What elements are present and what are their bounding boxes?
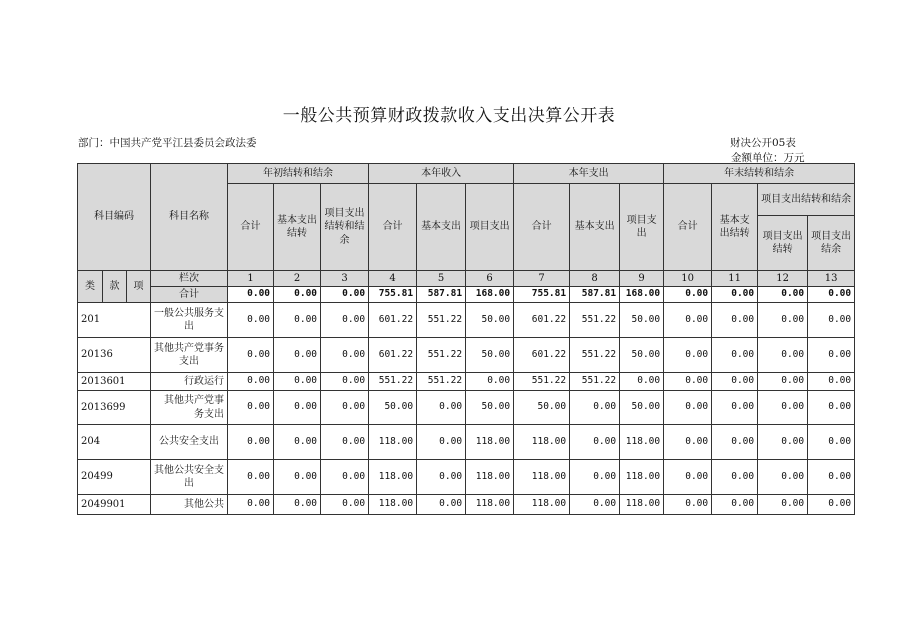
amount-cell: 0.00 xyxy=(664,495,712,515)
amount-cell: 0.00 xyxy=(228,303,274,338)
subject-code-cell: 2049901 xyxy=(78,495,151,515)
subject-code-cell: 2013601 xyxy=(78,373,151,391)
amount-cell: 0.00 xyxy=(228,338,274,373)
amount-cell: 0.00 xyxy=(808,338,855,373)
amount-cell: 551.22 xyxy=(514,373,570,391)
col-header-total: 合计 xyxy=(369,184,417,271)
amount-cell: 0.00 xyxy=(321,391,369,425)
col-header-project-carry-surplus: 项目支出结转和结余 xyxy=(321,184,369,271)
amount-cell: 0.00 xyxy=(274,338,321,373)
amount-cell: 0.00 xyxy=(228,460,274,495)
amount-cell: 551.22 xyxy=(417,373,466,391)
amount-cell: 0.00 xyxy=(321,460,369,495)
col-header-project: 项目支出 xyxy=(466,184,514,271)
column-number: 6 xyxy=(466,271,514,287)
total-cell: 755.81 xyxy=(369,287,417,303)
amount-cell: 0.00 xyxy=(620,373,664,391)
amount-cell: 118.00 xyxy=(620,460,664,495)
table-row xyxy=(78,303,855,338)
total-cell: 587.81 xyxy=(570,287,620,303)
amount-cell: 50.00 xyxy=(620,303,664,338)
amount-cell: 0.00 xyxy=(570,391,620,425)
total-cell: 0.00 xyxy=(228,287,274,303)
total-cell: 0.00 xyxy=(664,287,712,303)
column-number: 13 xyxy=(808,271,855,287)
amount-cell: 0.00 xyxy=(808,425,855,460)
total-cell: 755.81 xyxy=(514,287,570,303)
amount-cell: 0.00 xyxy=(321,338,369,373)
table-row xyxy=(78,495,855,515)
amount-cell: 601.22 xyxy=(369,303,417,338)
amount-cell: 50.00 xyxy=(466,338,514,373)
amount-cell: 0.00 xyxy=(808,303,855,338)
amount-cell: 601.22 xyxy=(369,338,417,373)
amount-cell: 118.00 xyxy=(369,495,417,515)
amount-cell: 551.22 xyxy=(369,373,417,391)
amount-cell: 0.00 xyxy=(228,425,274,460)
total-cell: 0.00 xyxy=(274,287,321,303)
total-label: 合计 xyxy=(151,287,228,303)
amount-cell: 118.00 xyxy=(466,495,514,515)
amount-cell: 50.00 xyxy=(514,391,570,425)
amount-cell: 0.00 xyxy=(274,425,321,460)
amount-cell: 118.00 xyxy=(466,425,514,460)
amount-cell: 551.22 xyxy=(417,338,466,373)
amount-cell: 601.22 xyxy=(514,303,570,338)
amount-cell: 0.00 xyxy=(712,425,758,460)
amount-cell: 0.00 xyxy=(712,373,758,391)
amount-cell: 0.00 xyxy=(808,460,855,495)
col-header-basic-carry: 基本支出结转 xyxy=(274,184,321,271)
column-number: 12 xyxy=(758,271,808,287)
column-number: 11 xyxy=(712,271,758,287)
subject-name-cell: 其他共产党事务支出 xyxy=(151,338,228,373)
column-number: 1 xyxy=(228,271,274,287)
amount-cell: 0.00 xyxy=(274,460,321,495)
amount-cell: 50.00 xyxy=(369,391,417,425)
amount-cell: 50.00 xyxy=(466,391,514,425)
col-header-total: 合计 xyxy=(514,184,570,271)
subject-name-cell: 公共安全支出 xyxy=(151,425,228,460)
col-header-project: 项目支出 xyxy=(620,184,664,271)
amount-cell: 118.00 xyxy=(369,460,417,495)
total-cell: 0.00 xyxy=(712,287,758,303)
amount-cell: 0.00 xyxy=(570,495,620,515)
amount-cell: 0.00 xyxy=(664,460,712,495)
amount-cell: 0.00 xyxy=(228,495,274,515)
column-number: 4 xyxy=(369,271,417,287)
table-row xyxy=(78,460,855,495)
amount-cell: 0.00 xyxy=(417,495,466,515)
amount-cell: 0.00 xyxy=(570,460,620,495)
total-cell: 168.00 xyxy=(466,287,514,303)
total-cell: 0.00 xyxy=(758,287,808,303)
total-cell: 0.00 xyxy=(321,287,369,303)
total-cell: 587.81 xyxy=(417,287,466,303)
amount-cell: 0.00 xyxy=(664,373,712,391)
amount-cell: 50.00 xyxy=(620,338,664,373)
amount-cell: 601.22 xyxy=(514,338,570,373)
subject-code-cell: 20499 xyxy=(78,460,151,495)
amount-cell: 0.00 xyxy=(417,460,466,495)
amount-cell: 0.00 xyxy=(758,495,808,515)
amount-cell: 0.00 xyxy=(321,495,369,515)
amount-cell: 0.00 xyxy=(274,495,321,515)
amount-unit: 金额单位：万元 xyxy=(731,152,805,164)
subject-name-cell: 一般公共服务支出 xyxy=(151,303,228,338)
amount-cell: 118.00 xyxy=(514,460,570,495)
subject-code-cell: 204 xyxy=(78,425,151,460)
amount-cell: 118.00 xyxy=(514,425,570,460)
column-number: 2 xyxy=(274,271,321,287)
subject-name-header: 科目名称 xyxy=(151,164,228,271)
col-header-project-carry: 项目支出结转 xyxy=(758,216,808,271)
table-row xyxy=(78,338,855,373)
amount-cell: 118.00 xyxy=(369,425,417,460)
amount-cell: 0.00 xyxy=(712,338,758,373)
amount-cell: 50.00 xyxy=(466,303,514,338)
column-number: 3 xyxy=(321,271,369,287)
xiang-label: 项 xyxy=(127,271,151,303)
subject-code-cell: 20136 xyxy=(78,338,151,373)
group-income-header: 本年收入 xyxy=(369,164,514,184)
table-row xyxy=(78,425,855,460)
column-number: 8 xyxy=(570,271,620,287)
form-number: 财决公开05表 xyxy=(730,137,796,149)
amount-cell: 0.00 xyxy=(417,391,466,425)
amount-cell: 0.00 xyxy=(808,391,855,425)
amount-cell: 551.22 xyxy=(417,303,466,338)
amount-cell: 0.00 xyxy=(758,338,808,373)
group-expense-header: 本年支出 xyxy=(514,164,664,184)
subject-name-cell: 其他共产党事务支出 xyxy=(151,391,228,425)
budget-table xyxy=(77,163,855,515)
col-header-basic: 基本支出 xyxy=(417,184,466,271)
amount-cell: 0.00 xyxy=(664,303,712,338)
amount-cell: 0.00 xyxy=(228,391,274,425)
amount-cell: 0.00 xyxy=(758,425,808,460)
amount-cell: 0.00 xyxy=(758,303,808,338)
column-number: 10 xyxy=(664,271,712,287)
amount-cell: 0.00 xyxy=(274,303,321,338)
group-end-project-header: 项目支出结转和结余 xyxy=(758,184,855,216)
column-index-row xyxy=(78,271,855,287)
amount-cell: 118.00 xyxy=(514,495,570,515)
col-header-basic-carry: 基本支出结转 xyxy=(712,184,758,271)
amount-cell: 0.00 xyxy=(712,460,758,495)
header-row-1 xyxy=(78,164,855,184)
amount-cell: 118.00 xyxy=(620,425,664,460)
col-header-total: 合计 xyxy=(664,184,712,271)
lei-label: 类 xyxy=(78,271,103,303)
report-title: 一般公共预算财政拨款收入支出决算公开表 xyxy=(282,106,616,126)
total-row xyxy=(78,287,855,303)
amount-cell: 0.00 xyxy=(808,373,855,391)
amount-cell: 0.00 xyxy=(417,425,466,460)
amount-cell: 551.22 xyxy=(570,303,620,338)
total-cell: 0.00 xyxy=(808,287,855,303)
amount-cell: 0.00 xyxy=(758,460,808,495)
col-header-basic: 基本支出 xyxy=(570,184,620,271)
amount-cell: 0.00 xyxy=(228,373,274,391)
amount-cell: 0.00 xyxy=(664,338,712,373)
amount-cell: 551.22 xyxy=(570,373,620,391)
amount-cell: 0.00 xyxy=(712,303,758,338)
amount-cell: 0.00 xyxy=(664,425,712,460)
column-number: 5 xyxy=(417,271,466,287)
amount-cell: 0.00 xyxy=(808,495,855,515)
col-header-project-surplus: 项目支出结余 xyxy=(808,216,855,271)
amount-cell: 0.00 xyxy=(274,373,321,391)
table-row xyxy=(78,373,855,391)
amount-cell: 0.00 xyxy=(712,391,758,425)
amount-cell: 118.00 xyxy=(466,460,514,495)
subject-name-cell: 行政运行 xyxy=(151,373,228,391)
column-index-label: 栏次 xyxy=(151,271,228,287)
amount-cell: 0.00 xyxy=(321,373,369,391)
amount-cell: 0.00 xyxy=(466,373,514,391)
amount-cell: 0.00 xyxy=(274,391,321,425)
amount-cell: 0.00 xyxy=(712,495,758,515)
amount-cell: 0.00 xyxy=(321,303,369,338)
amount-cell: 118.00 xyxy=(620,495,664,515)
table-row xyxy=(78,391,855,425)
subject-name-cell: 其他公共安全支出 xyxy=(151,460,228,495)
column-number: 9 xyxy=(620,271,664,287)
amount-cell: 50.00 xyxy=(620,391,664,425)
department-label: 部门：中国共产党平江县委员会政法委 xyxy=(78,137,257,149)
amount-cell: 0.00 xyxy=(570,425,620,460)
amount-cell: 0.00 xyxy=(758,373,808,391)
amount-cell: 0.00 xyxy=(321,425,369,460)
amount-cell: 0.00 xyxy=(758,391,808,425)
column-number: 7 xyxy=(514,271,570,287)
subject-code-cell: 2013699 xyxy=(78,391,151,425)
subject-code-cell: 201 xyxy=(78,303,151,338)
group-begin-header: 年初结转和结余 xyxy=(228,164,369,184)
kuan-label: 款 xyxy=(103,271,127,303)
subject-code-header: 科目编码 xyxy=(78,164,151,271)
group-end-header: 年末结转和结余 xyxy=(664,164,855,184)
subject-name-cell: 其他公共 xyxy=(151,495,228,515)
col-header-total: 合计 xyxy=(228,184,274,271)
total-cell: 168.00 xyxy=(620,287,664,303)
amount-cell: 551.22 xyxy=(570,338,620,373)
amount-cell: 0.00 xyxy=(664,391,712,425)
